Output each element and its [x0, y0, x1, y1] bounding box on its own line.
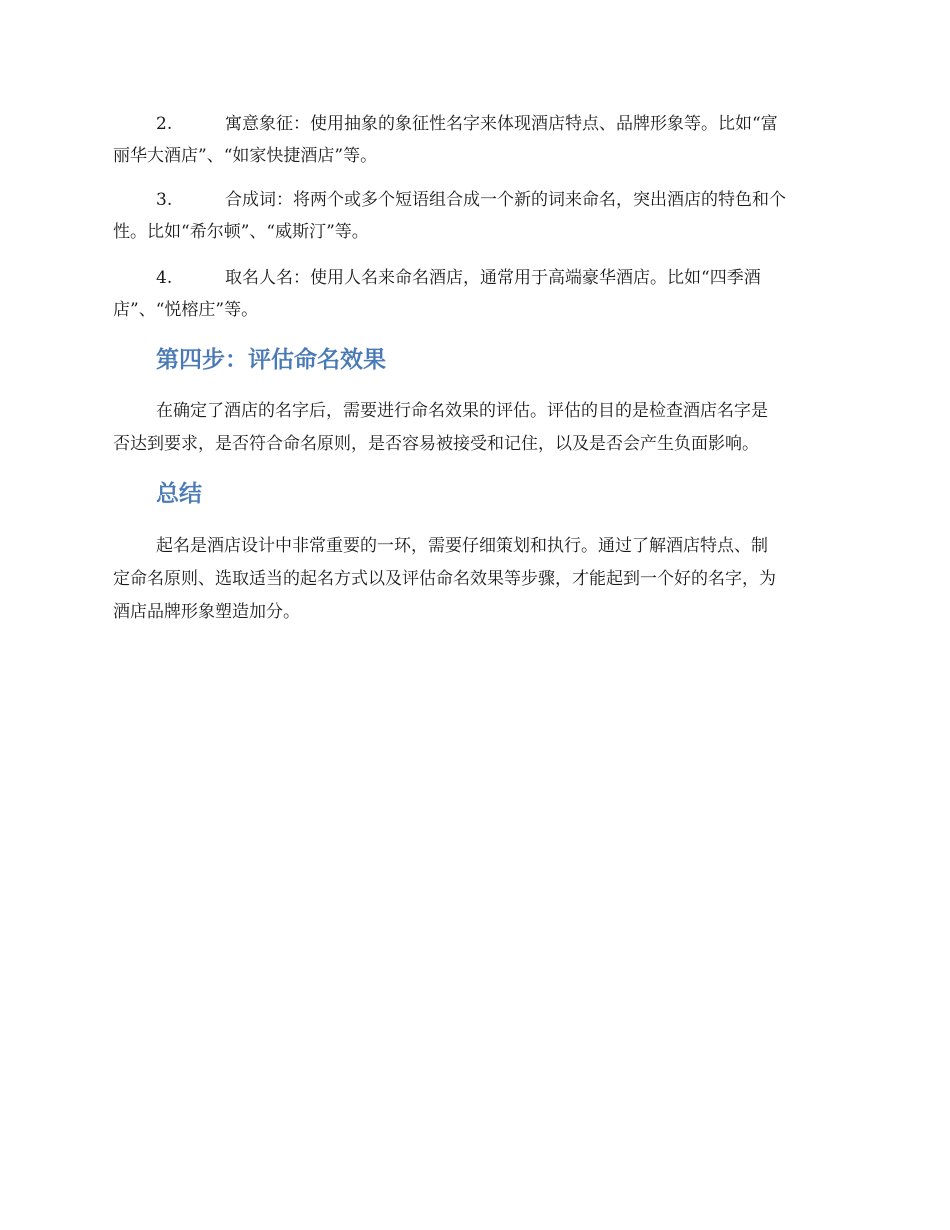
section-paragraph [113, 530, 840, 629]
paragraph-line: 定命名原则、选取适当的起名方式以及评估命名效果等步骤，才能起到一个好的名字，为 [113, 569, 776, 589]
list-item-text-line: 性。比如“希尔顿”、“威斯汀”等。 [113, 222, 369, 242]
paragraph-line: 否达到要求，是否符合命名原则，是否容易被接受和记住，以及是否会产生负面影响。 [113, 434, 759, 454]
list-item-text-line: 丽华大酒店”、“如家快捷酒店”等。 [113, 146, 378, 166]
list-item [113, 184, 840, 248]
list-item [113, 262, 840, 326]
section-heading: 第四步：评估命名效果 [156, 347, 386, 373]
list-item-number: 3. [156, 190, 173, 210]
list-item-text-line: 取名人名：使用人名来命名酒店，通常用于高端豪华酒店。比如“四季酒 [225, 268, 761, 288]
list-item-text-line: 合成词：将两个或多个短语组合成一个新的词来命名，突出酒店的特色和个 [225, 190, 786, 210]
paragraph-line: 起名是酒店设计中非常重要的一环，需要仔细策划和执行。通过了解酒店特点、制 [156, 536, 768, 556]
section-heading: 总结 [156, 481, 202, 507]
list-item-text-line: 寓意象征：使用抽象的象征性名字来体现酒店特点、品牌形象等。比如“富 [225, 114, 778, 134]
section-paragraph [113, 395, 840, 461]
list-item [113, 108, 840, 172]
list-item-text-line: 店”、“悦榕庄”等。 [113, 300, 259, 320]
list-item-number: 2. [156, 114, 173, 134]
list-item-number: 4. [156, 268, 173, 288]
paragraph-line: 酒店品牌形象塑造加分。 [113, 602, 300, 622]
paragraph-line: 在确定了酒店的名字后，需要进行命名效果的评估。评估的目的是检查酒店名字是 [156, 401, 768, 421]
